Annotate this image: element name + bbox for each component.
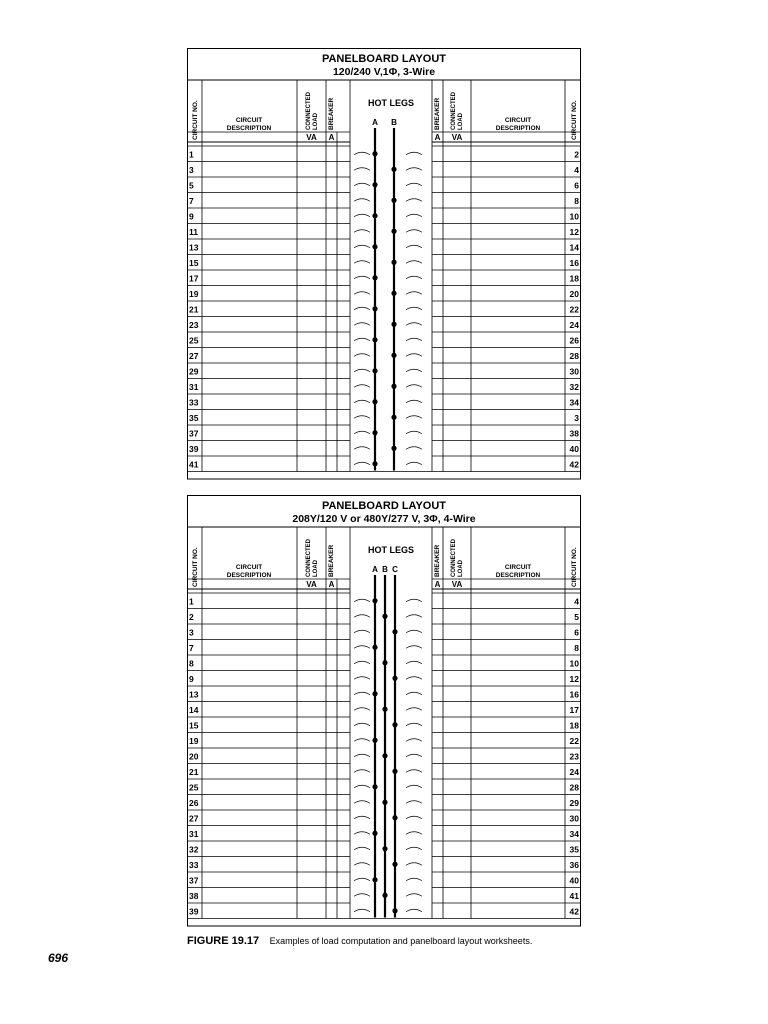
- breaker-arc-right: [406, 462, 422, 465]
- hot-legs-header: HOT LEGS: [367, 98, 415, 108]
- breaker-arc-left: [354, 739, 370, 742]
- breaker-arc-right: [406, 199, 422, 202]
- va-unit-left: VA: [306, 580, 317, 589]
- connected-load-header-left: CONNECTED: [306, 91, 312, 130]
- circuit-number-right: 35: [569, 844, 579, 855]
- breaker-arc-right: [406, 214, 422, 217]
- breaker-arc-right: [406, 183, 422, 186]
- panelboard-1phase: [187, 48, 581, 478]
- breaker-arc-right: [406, 307, 422, 310]
- breaker-arc-left: [354, 692, 370, 695]
- breaker-arc-left: [354, 599, 370, 602]
- bus-tap-dot: [372, 337, 377, 342]
- bus-tap-dot: [392, 769, 397, 774]
- breaker-header-right: BREAKER: [434, 544, 441, 577]
- bus-tap-dot: [392, 908, 397, 913]
- breaker-arc-left: [354, 878, 370, 881]
- bus-tap-dot: [382, 707, 387, 712]
- circuit-number-left: 21: [189, 767, 199, 777]
- breaker-header-left: BREAKER: [328, 97, 335, 130]
- breaker-arc-left: [354, 646, 370, 649]
- breaker-arc-left: [354, 708, 370, 711]
- circuit-number-left: 25: [189, 782, 199, 793]
- amp-unit-right: A: [434, 133, 441, 142]
- circuit-number-right: 32: [569, 382, 579, 392]
- circuit-number-left: 31: [189, 382, 199, 392]
- circuit-number-left: 9: [189, 211, 194, 222]
- circuit-number-right: 8: [574, 643, 579, 653]
- circuit-number-left: 13: [189, 242, 199, 253]
- connected-load-header-right: CONNECTED: [451, 91, 457, 130]
- connected-load-header-right-2: LOAD: [458, 560, 464, 577]
- circuit-number-right: 22: [569, 304, 579, 315]
- breaker-arc-right: [406, 323, 422, 326]
- bus-label-c: C: [392, 565, 398, 574]
- breaker-arc-left: [354, 416, 370, 419]
- connected-load-header-left-2: LOAD: [313, 113, 319, 130]
- bus-tap-dot: [372, 213, 377, 218]
- bus-label-b: B: [391, 118, 397, 127]
- circuit-number-right: 18: [569, 273, 579, 284]
- amp-unit-left: A: [328, 580, 335, 589]
- circuit-number-right: 2: [574, 149, 579, 160]
- breaker-arc-right: [406, 692, 422, 695]
- breaker-arc-left: [354, 801, 370, 804]
- breaker-arc-right: [406, 152, 422, 155]
- breaker-arc-right: [406, 431, 422, 434]
- bus-tap-dot: [391, 322, 396, 327]
- bus-tap-dot: [372, 430, 377, 435]
- circuit-number-left: 7: [189, 196, 194, 206]
- bus-tap-dot: [382, 893, 387, 898]
- bus-tap-dot: [372, 151, 377, 156]
- breaker-arc-left: [354, 431, 370, 434]
- circuit-number-right: 23: [569, 751, 579, 762]
- va-unit-left: VA: [306, 133, 317, 142]
- breaker-arc-right: [406, 354, 422, 357]
- breaker-arc-left: [354, 615, 370, 618]
- circuit-description-header-right: CIRCUIT: [504, 117, 532, 124]
- bus-tap-dot: [391, 446, 396, 451]
- breaker-arc-left: [354, 323, 370, 326]
- breaker-arc-left: [354, 168, 370, 171]
- circuit-number-left: 21: [189, 304, 199, 315]
- circuit-number-right: 17: [569, 705, 579, 715]
- circuit-number-left: 29: [189, 366, 199, 377]
- breaker-arc-right: [406, 338, 422, 341]
- circuit-description-header-left-2: DESCRIPTION: [226, 125, 272, 132]
- figure-caption: [187, 935, 532, 947]
- breaker-arc-right: [406, 447, 422, 450]
- bus-tap-dot: [382, 800, 387, 805]
- circuit-number-right: 30: [569, 366, 579, 377]
- circuit-number-right: 5: [574, 612, 579, 622]
- circuit-number-left: 26: [189, 798, 199, 808]
- bus-tap-dot: [391, 229, 396, 234]
- bus-label-b: B: [382, 565, 388, 574]
- circuit-description-header-left-2: DESCRIPTION: [226, 572, 272, 579]
- breaker-arc-left: [354, 354, 370, 357]
- breaker-arc-right: [406, 739, 422, 742]
- circuit-number-left: 19: [189, 736, 199, 746]
- bus-tap-dot: [382, 846, 387, 851]
- circuit-number-left: 27: [189, 351, 199, 361]
- circuit-number-left: 33: [189, 397, 199, 408]
- breaker-arc-right: [406, 847, 422, 850]
- bus-tap-dot: [372, 275, 377, 280]
- bus-tap-dot: [372, 368, 377, 373]
- circuit-no-header-left: CIRCUIT NO.: [192, 100, 199, 140]
- breaker-arc-right: [406, 230, 422, 233]
- circuit-number-left: 13: [189, 689, 199, 700]
- breaker-arc-left: [354, 847, 370, 850]
- circuit-number-left: 3: [189, 165, 194, 175]
- breaker-arc-left: [354, 894, 370, 897]
- bus-tap-dot: [372, 182, 377, 187]
- bus-tap-dot: [372, 306, 377, 311]
- circuit-number-left: 37: [189, 428, 199, 439]
- breaker-arc-right: [406, 599, 422, 602]
- breaker-arc-left: [354, 183, 370, 186]
- circuit-number-left: 39: [189, 444, 199, 454]
- bus-tap-dot: [372, 399, 377, 404]
- circuit-number-right: 24: [569, 767, 579, 777]
- circuit-number-right: 22: [569, 736, 579, 746]
- circuit-number-left: 11: [189, 227, 198, 237]
- breaker-arc-left: [354, 338, 370, 341]
- circuit-number-left: 9: [189, 674, 194, 684]
- bus-tap-dot: [372, 598, 377, 603]
- circuit-number-right: 28: [569, 782, 579, 793]
- va-unit-right: VA: [451, 133, 463, 142]
- breaker-arc-right: [406, 677, 422, 680]
- breaker-arc-left: [354, 770, 370, 773]
- breaker-arc-left: [354, 152, 370, 155]
- breaker-arc-right: [406, 615, 422, 618]
- breaker-arc-right: [406, 708, 422, 711]
- breaker-arc-right: [406, 754, 422, 757]
- amp-unit-left: A: [328, 133, 335, 142]
- circuit-number-left: 8: [189, 658, 194, 669]
- connected-load-header-right: CONNECTED: [451, 538, 457, 577]
- circuit-number-left: 23: [189, 320, 199, 330]
- breaker-arc-right: [406, 878, 422, 881]
- breaker-arc-left: [354, 385, 370, 388]
- circuit-description-header-right: CIRCUIT: [504, 564, 532, 571]
- bus-tap-dot: [391, 291, 396, 296]
- bus-tap-dot: [372, 877, 377, 882]
- breaker-arc-right: [406, 245, 422, 248]
- circuit-number-right: 42: [569, 906, 579, 917]
- bus-tap-dot: [372, 691, 377, 696]
- page-number: 696: [48, 951, 69, 965]
- breaker-arc-left: [354, 785, 370, 788]
- breaker-arc-left: [354, 462, 370, 465]
- figure-label: FIGURE 19.17: [187, 935, 260, 947]
- circuit-number-left: 37: [189, 875, 199, 886]
- bus-tap-dot: [391, 415, 396, 420]
- breaker-arc-left: [354, 832, 370, 835]
- circuit-description-header-left: CIRCUIT: [235, 564, 263, 571]
- bus-tap-dot: [392, 815, 397, 820]
- circuit-number-right: 12: [569, 674, 579, 684]
- bus-tap-dot: [391, 260, 396, 265]
- circuit-number-left: 3: [189, 627, 194, 638]
- circuit-number-left: 15: [189, 720, 199, 731]
- circuit-number-right: 6: [574, 627, 579, 638]
- bus-tap-dot: [382, 614, 387, 619]
- circuit-number-right: 20: [569, 289, 579, 299]
- circuit-number-right: 42: [569, 459, 579, 470]
- breaker-header-left: BREAKER: [328, 544, 335, 577]
- circuit-number-right: 10: [569, 658, 579, 669]
- circuit-number-left: 33: [189, 860, 199, 870]
- circuit-number-right: 40: [569, 444, 579, 454]
- bus-tap-dot: [391, 167, 396, 172]
- panel-title: PANELBOARD LAYOUT: [321, 500, 447, 512]
- circuit-number-left: 14: [189, 705, 199, 715]
- circuit-number-left: 17: [189, 273, 199, 284]
- breaker-arc-right: [406, 276, 422, 279]
- breaker-arc-right: [406, 416, 422, 419]
- circuit-number-right: 34: [569, 829, 579, 839]
- bus-tap-dot: [382, 660, 387, 665]
- circuit-number-right: 6: [574, 180, 579, 191]
- circuit-number-right: 14: [569, 242, 579, 253]
- circuit-number-right: 4: [574, 596, 579, 607]
- circuit-number-right: 16: [569, 689, 579, 700]
- circuit-no-header-left: CIRCUIT NO.: [192, 547, 199, 587]
- va-unit-right: VA: [451, 580, 463, 589]
- breaker-arc-right: [406, 909, 422, 912]
- panel-subtitle: 120/240 V,1Φ, 3-Wire: [332, 66, 436, 78]
- breaker-arc-right: [406, 894, 422, 897]
- circuit-no-header-right: CIRCUIT NO.: [571, 547, 578, 587]
- circuit-number-right: 41: [569, 891, 579, 901]
- circuit-number-left: 1: [189, 596, 194, 607]
- breaker-arc-right: [406, 801, 422, 804]
- circuit-number-right: 16: [569, 258, 579, 268]
- bus-tap-dot: [372, 461, 377, 466]
- bus-label-a: A: [372, 118, 378, 127]
- circuit-number-right: 34: [569, 397, 579, 408]
- circuit-number-left: 41: [189, 459, 199, 470]
- circuit-no-header-right: CIRCUIT NO.: [571, 100, 578, 140]
- bus-tap-dot: [391, 384, 396, 389]
- bus-tap-dot: [372, 645, 377, 650]
- breaker-arc-left: [354, 307, 370, 310]
- breaker-arc-right: [406, 863, 422, 866]
- circuit-number-right: 8: [574, 196, 579, 206]
- circuit-description-header-left: CIRCUIT: [235, 117, 263, 124]
- table-border: [188, 49, 581, 480]
- circuit-number-left: 31: [189, 829, 199, 839]
- circuit-number-right: 38: [569, 428, 579, 439]
- breaker-arc-right: [406, 385, 422, 388]
- bus-tap-dot: [372, 784, 377, 789]
- bus-tap-dot: [391, 353, 396, 358]
- amp-unit-right: A: [434, 580, 441, 589]
- breaker-arc-left: [354, 661, 370, 664]
- circuit-number-left: 5: [189, 180, 194, 191]
- breaker-arc-right: [406, 369, 422, 372]
- circuit-number-left: 27: [189, 813, 199, 824]
- circuit-number-left: 25: [189, 335, 199, 346]
- panel-title: PANELBOARD LAYOUT: [321, 53, 447, 65]
- breaker-arc-left: [354, 816, 370, 819]
- circuit-description-header-right-2: DESCRIPTION: [495, 572, 541, 579]
- figure-caption-text: Examples of load computation and panelboard layout worksheets.: [269, 936, 533, 946]
- circuit-number-right: 3: [574, 413, 579, 423]
- breaker-arc-left: [354, 199, 370, 202]
- connected-load-header-left: CONNECTED: [306, 538, 312, 577]
- breaker-arc-left: [354, 909, 370, 912]
- breaker-arc-left: [354, 754, 370, 757]
- bus-tap-dot: [372, 244, 377, 249]
- circuit-number-left: 39: [189, 906, 199, 917]
- breaker-arc-right: [406, 292, 422, 295]
- bus-tap-dot: [392, 862, 397, 867]
- circuit-description-header-right-2: DESCRIPTION: [495, 125, 541, 132]
- bus-tap-dot: [382, 753, 387, 758]
- circuit-number-left: 20: [189, 751, 199, 762]
- breaker-arc-left: [354, 214, 370, 217]
- breaker-arc-left: [354, 245, 370, 248]
- breaker-arc-right: [406, 400, 422, 403]
- circuit-number-left: 15: [189, 258, 199, 268]
- breaker-arc-right: [406, 646, 422, 649]
- circuit-number-left: 35: [189, 413, 199, 423]
- circuit-number-left: 7: [189, 643, 194, 653]
- bus-tap-dot: [392, 629, 397, 634]
- breaker-arc-right: [406, 785, 422, 788]
- breaker-arc-right: [406, 630, 422, 633]
- panelboard-3phase: [187, 495, 581, 923]
- circuit-number-left: 2: [189, 612, 194, 622]
- circuit-number-right: 26: [569, 335, 579, 346]
- breaker-arc-left: [354, 723, 370, 726]
- panel-subtitle: 208Y/120 V or 480Y/277 V, 3Φ, 4-Wire: [292, 513, 476, 525]
- circuit-number-right: 10: [569, 211, 579, 222]
- circuit-number-right: 12: [569, 227, 579, 237]
- circuit-number-right: 4: [574, 165, 579, 175]
- breaker-arc-left: [354, 369, 370, 372]
- bus-label-a: A: [372, 565, 378, 574]
- bus-tap-dot: [392, 722, 397, 727]
- connected-load-header-left-2: LOAD: [313, 560, 319, 577]
- breaker-arc-right: [406, 723, 422, 726]
- breaker-arc-left: [354, 230, 370, 233]
- breaker-arc-left: [354, 400, 370, 403]
- breaker-arc-left: [354, 630, 370, 633]
- breaker-arc-right: [406, 168, 422, 171]
- circuit-number-left: 38: [189, 891, 199, 901]
- circuit-number-right: 30: [569, 813, 579, 824]
- breaker-arc-left: [354, 276, 370, 279]
- circuit-number-left: 32: [189, 844, 199, 855]
- circuit-number-right: 36: [569, 860, 579, 870]
- circuit-number-right: 29: [569, 798, 579, 808]
- breaker-arc-right: [406, 661, 422, 664]
- circuit-number-right: 24: [569, 320, 579, 330]
- breaker-arc-right: [406, 770, 422, 773]
- bus-tap-dot: [392, 676, 397, 681]
- circuit-number-right: 18: [569, 720, 579, 731]
- breaker-arc-right: [406, 832, 422, 835]
- breaker-arc-left: [354, 261, 370, 264]
- circuit-number-left: 19: [189, 289, 199, 299]
- breaker-arc-left: [354, 863, 370, 866]
- panelboard-3phase-table: [187, 495, 581, 923]
- bus-tap-dot: [391, 198, 396, 203]
- bus-tap-dot: [372, 831, 377, 836]
- breaker-arc-left: [354, 677, 370, 680]
- breaker-arc-left: [354, 292, 370, 295]
- circuit-number-right: 40: [569, 875, 579, 886]
- bus-tap-dot: [372, 738, 377, 743]
- breaker-arc-right: [406, 261, 422, 264]
- panelboard-1phase-table: [187, 48, 581, 478]
- connected-load-header-right-2: LOAD: [458, 113, 464, 130]
- hot-legs-header: HOT LEGS: [367, 545, 415, 555]
- breaker-arc-left: [354, 447, 370, 450]
- circuit-number-right: 28: [569, 351, 579, 361]
- breaker-arc-right: [406, 816, 422, 819]
- circuit-number-left: 1: [189, 149, 194, 160]
- breaker-header-right: BREAKER: [434, 97, 441, 130]
